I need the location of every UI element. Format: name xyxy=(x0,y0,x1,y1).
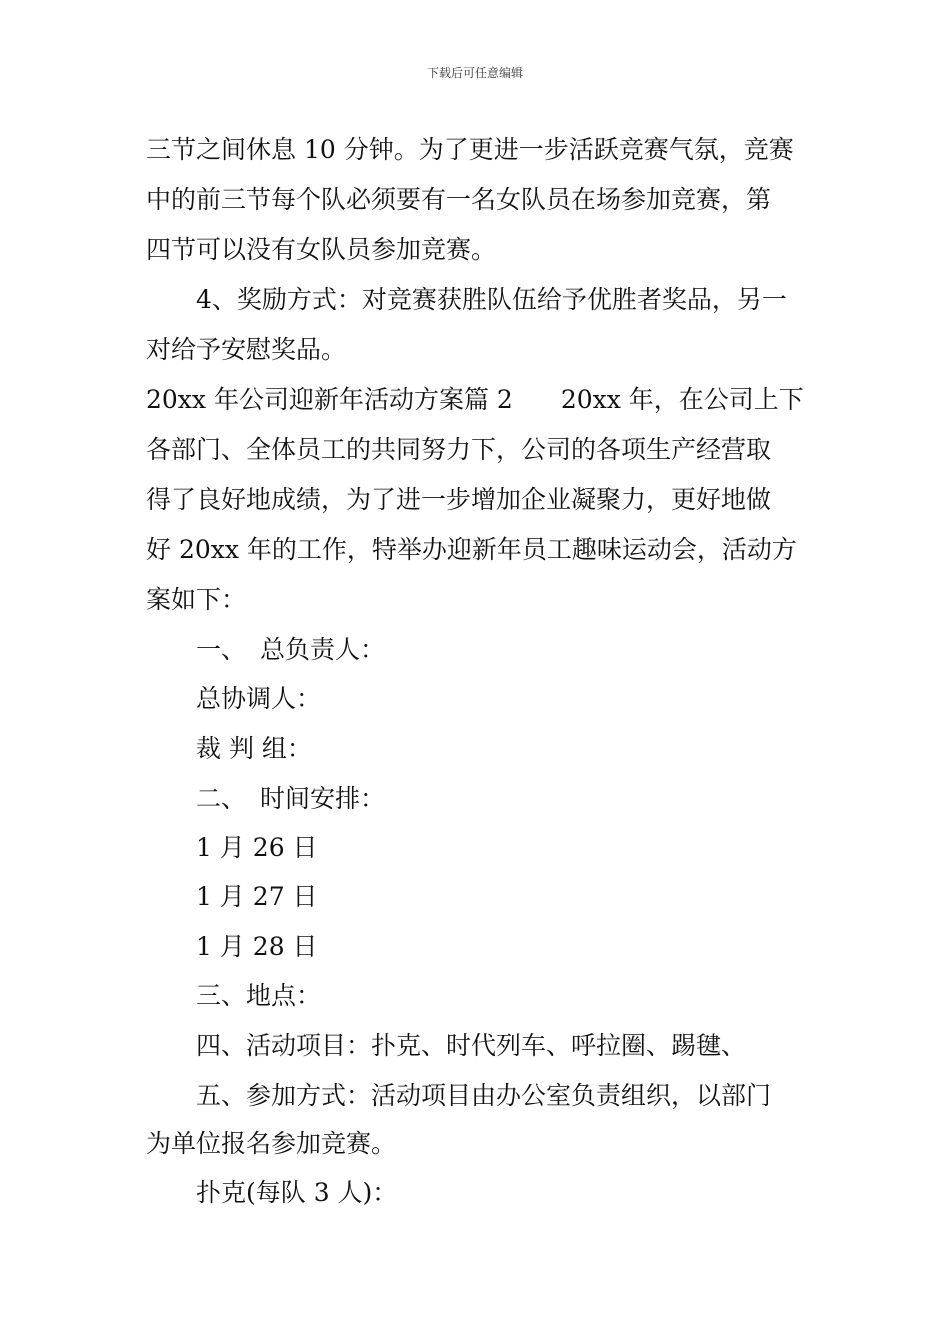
paragraph-line: 为单位报名参加竞赛。 xyxy=(146,1129,397,1158)
date-item: 1 月 27 日 xyxy=(196,882,318,911)
paragraph-line: 对给予安慰奖品。 xyxy=(146,335,347,364)
list-item xyxy=(196,774,866,824)
item-number: 二、 xyxy=(196,784,247,813)
paragraph-line: 各部门、全体员工的共同努力下，公司的各项生产经营取 xyxy=(146,435,772,464)
paragraph-line: 四节可以没有女队员参加竞赛。 xyxy=(146,235,497,264)
section-title: 20xx 年公司迎新年活动方案篇 2 xyxy=(146,385,513,414)
date-item: 1 月 26 日 xyxy=(196,833,318,862)
list-item: 五、参加方式：活动项目由办公室负责组织，以部门 xyxy=(196,1081,772,1110)
list-item: 裁 判 组： xyxy=(196,734,312,763)
paragraph-line: 4、奖励方式：对竞赛获胜队伍给予优胜者奖品，另一 xyxy=(196,285,787,314)
item-label: 总负责人： xyxy=(260,635,386,664)
paragraph-line: 案如下： xyxy=(146,585,247,614)
paragraph-line: 中的前三节每个队必须要有一名女队员在场参加竞赛，第 xyxy=(146,185,772,214)
item-label: 时间安排： xyxy=(260,784,386,813)
paragraph-line: 得了良好地成绩，为了进一步增加企业凝聚力，更好地做 xyxy=(146,485,772,514)
paragraph-line: 好 20xx 年的工作，特举办迎新年员工趣味运动会，活动方 xyxy=(146,535,797,564)
list-item xyxy=(196,625,866,675)
section-title-line xyxy=(146,375,816,425)
list-item: 四、活动项目：扑克、时代列车、呼拉圈、踢毽、 xyxy=(196,1031,747,1060)
list-item: 扑克(每队 3 人)： xyxy=(196,1178,398,1207)
date-item: 1 月 28 日 xyxy=(196,932,318,961)
list-item: 三、地点： xyxy=(196,981,322,1010)
item-number: 一、 xyxy=(196,635,247,664)
paragraph-text: 20xx 年，在公司上下 xyxy=(560,385,804,414)
list-item: 总协调人： xyxy=(196,684,322,713)
paragraph-line: 三节之间休息 10 分钟。为了更进一步活跃竞赛气氛，竞赛 xyxy=(146,135,794,164)
page-header-note: 下载后可任意编辑 xyxy=(426,66,523,80)
